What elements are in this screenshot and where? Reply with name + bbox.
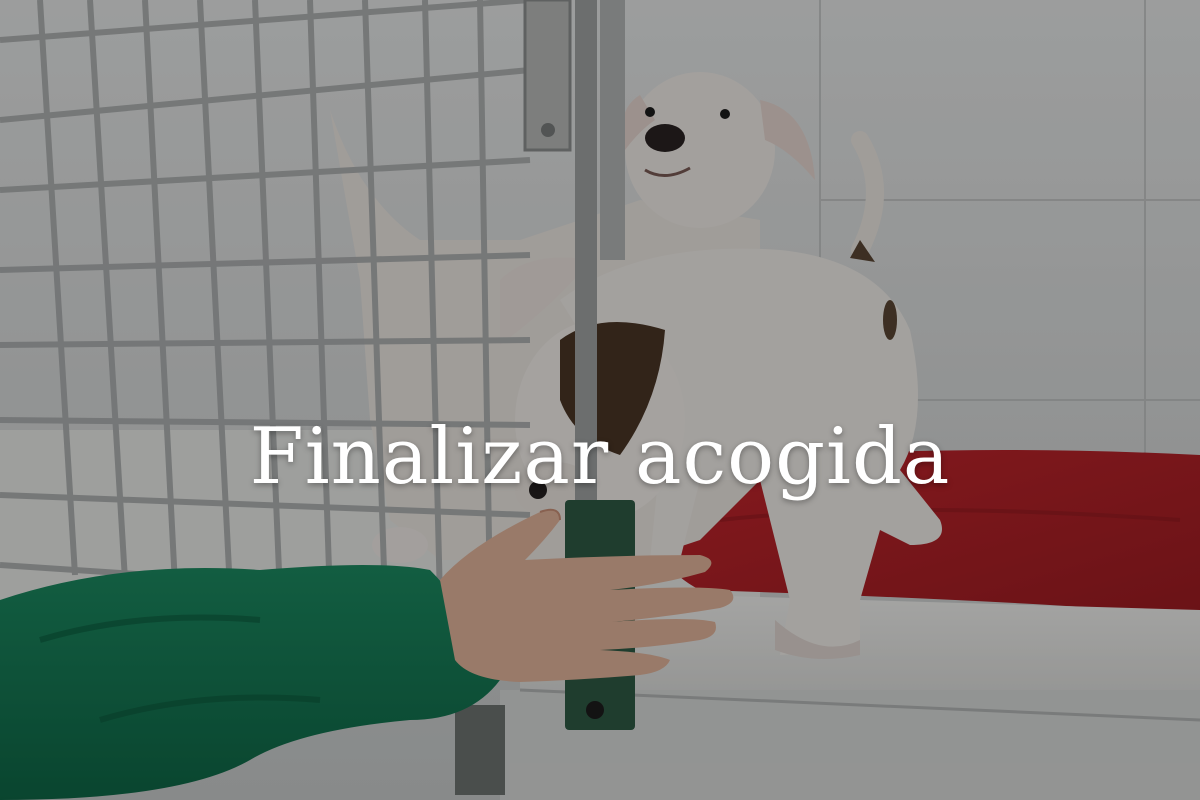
hero-title: Finalizar acogida [249,412,951,503]
